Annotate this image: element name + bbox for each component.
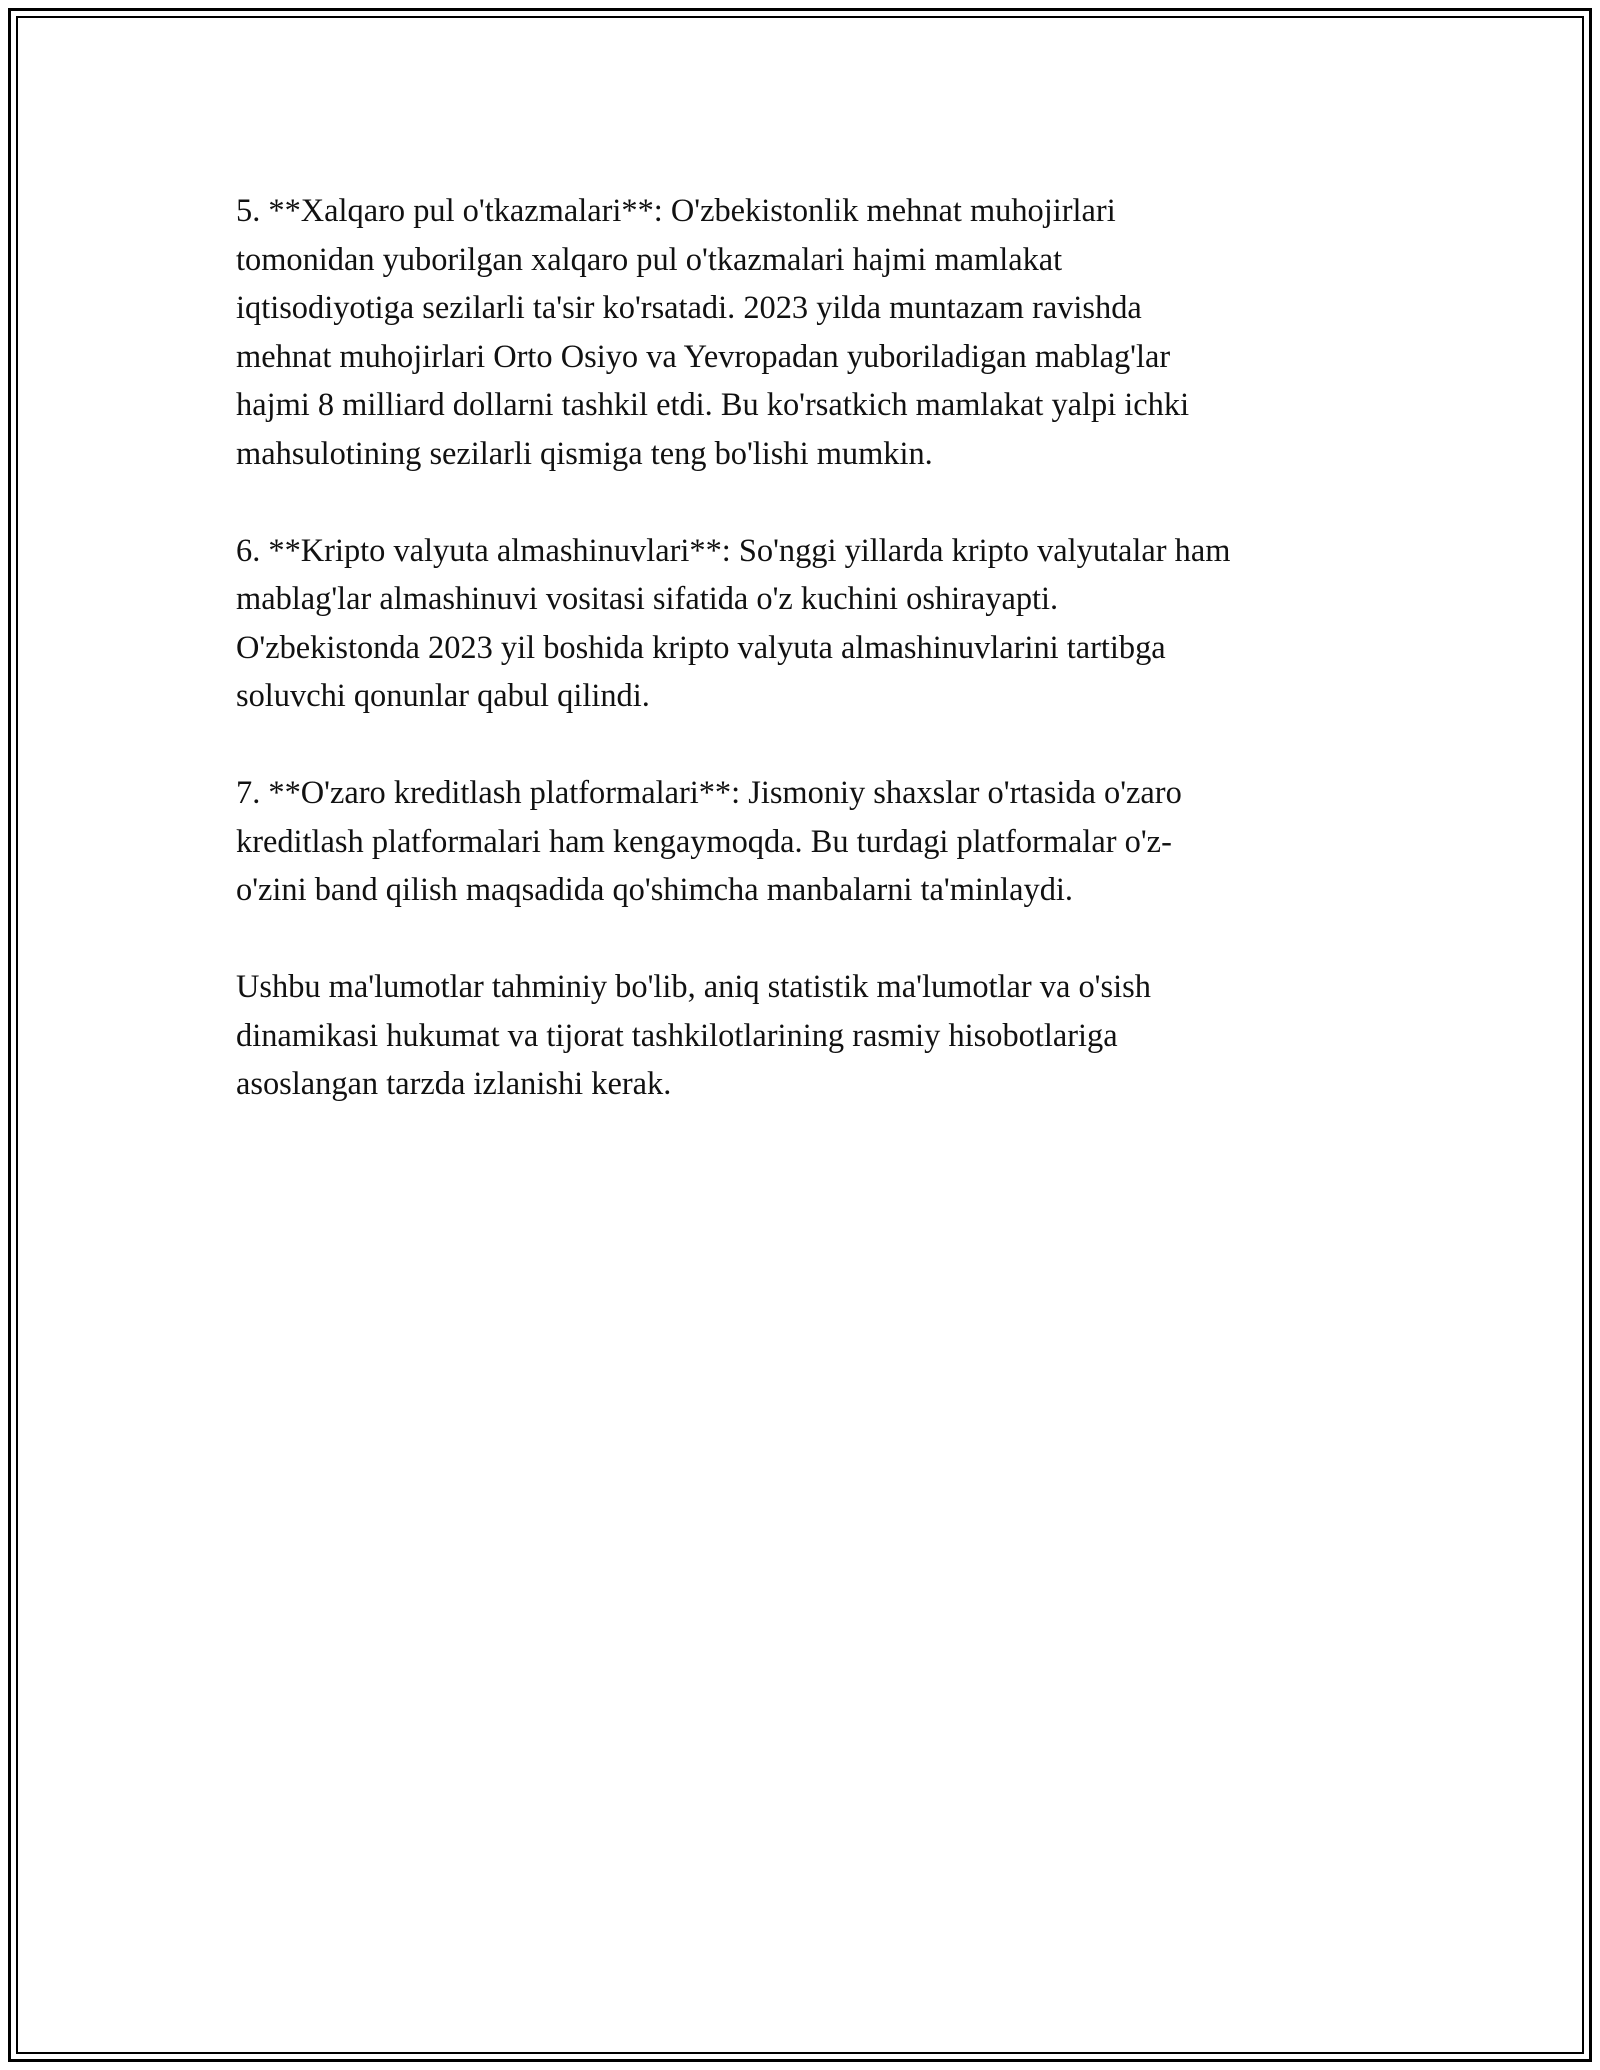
paragraph-remittances: 5. **Xalqaro pul o'tkazmalari**: O'zbekistonlik mehnat muhojirlari tomonidan yuborilgan xalqaro pul o'tkazmalari hajmi mamlakat iqtisodiyotiga sezilarli ta'sir ko'rsatadi. 2023 yilda muntazam ravishda mehnat muhojirlari Orto Osiyo va Yevropadan yuboriladigan mablag'lar hajmi 8 milliard dollarni tashkil etdi. Bu ko'rsatkich mamlakat yalpi ichki mahsulotining sezilarli qismiga teng bo'lishi mumkin. xyxy=(236,193,1190,472)
paragraph-p2p-lending: 7. **O'zaro kreditlash platformalari**: Jismoniy shaxslar o'rtasida o'zaro kreditlash platformalari ham kengaymoqda. Bu turdagi platformalar o'z- o'zini band qilish maqsadida qo'shimcha manbalarni ta'minlaydi. xyxy=(236,775,1182,908)
document-body xyxy=(236,187,1376,1157)
paragraph-conclusion: Ushbu ma'lumotlar tahminiy bo'lib, aniq statistik ma'lumotlar va o'sish dinamikasi hukumat va tijorat tashkilotlarining rasmiy hisobotlariga asoslangan tarzda izlanishi kerak. xyxy=(236,969,1151,1102)
paragraph-crypto-exchanges: 6. **Kripto valyuta almashinuvlari**: So'nggi yillarda kripto valyutalar ham mablag'lar almashinuvi vositasi sifatida o'z kuchini oshirayapti. O'zbekistonda 2023 yil boshida kripto valyuta almashinuvlarini tartibga soluvchi qonunlar qabul qilindi. xyxy=(236,532,1231,714)
